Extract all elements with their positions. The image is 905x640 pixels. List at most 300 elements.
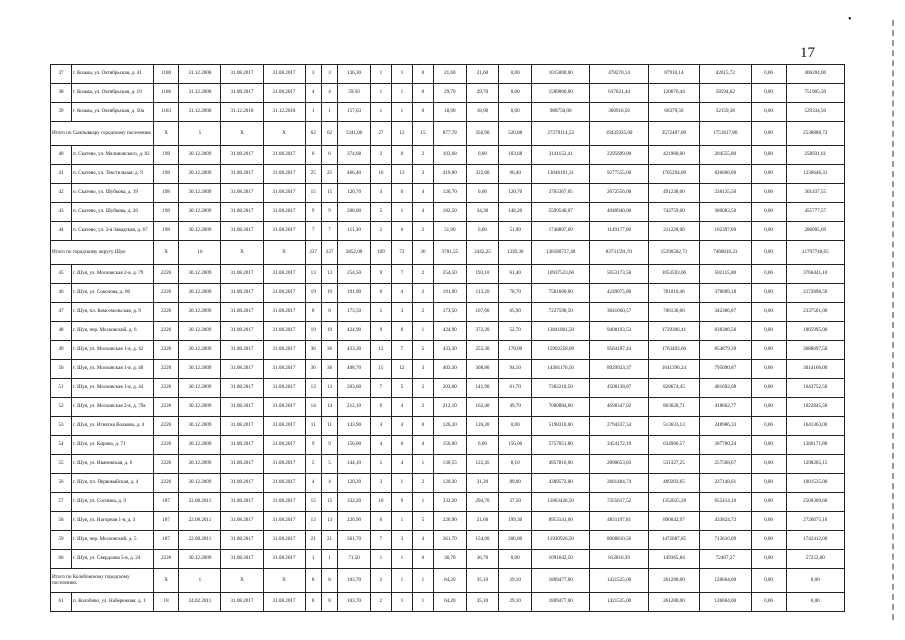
table-cell: 32159,38	[700, 103, 751, 122]
table-cell: 0,00	[751, 103, 786, 122]
table-cell: 203,60	[433, 379, 466, 398]
table-cell: X	[153, 241, 179, 265]
table-cell: 332,20	[338, 493, 371, 512]
table-cell: 4040940,00	[590, 203, 648, 222]
table-cell: 4508138,87	[590, 379, 648, 398]
table-cell: 332,20	[433, 493, 466, 512]
table-cell: 31.08.2017	[263, 455, 305, 474]
table-cell: 198	[153, 146, 179, 165]
table-cell: 0,00	[499, 550, 532, 569]
table-cell: 0,00	[751, 203, 786, 222]
table-cell: 781016,46	[648, 284, 699, 303]
table-row	[51, 436, 845, 455]
table-cell: 208,00	[338, 203, 371, 222]
table-cell: 66379,56	[648, 103, 699, 122]
table-cell: 30.12.2009	[179, 322, 221, 341]
table-cell: 31.08.2017	[221, 531, 263, 550]
table-row	[51, 203, 845, 222]
table-cell: 1705294,00	[648, 165, 699, 184]
table-cell: 36	[305, 341, 321, 360]
row-number: 57	[51, 493, 72, 512]
table-cell: 187	[153, 512, 179, 531]
table-row	[51, 593, 845, 612]
table-cell: 120,70	[433, 184, 466, 203]
table-cell: 2226	[153, 265, 179, 284]
table-cell: 4	[321, 84, 337, 103]
table-cell: 4	[370, 184, 391, 203]
table-cell: 1	[391, 550, 412, 569]
table-cell: 7382218,50	[532, 379, 590, 398]
table-cell: 491238,00	[648, 184, 699, 203]
table-cell: 1180	[153, 65, 179, 84]
table-cell: 212,10	[338, 398, 371, 417]
table-cell: 31.08.2017	[221, 455, 263, 474]
table-cell: 3141152,41	[532, 146, 590, 165]
table-cell: 15	[305, 184, 321, 203]
table-cell: 173,50	[433, 303, 466, 322]
table-cell: 1865995,00	[786, 322, 844, 341]
table-cell: 5	[179, 122, 221, 146]
row-number: 56	[51, 474, 72, 493]
table-cell: X	[221, 122, 263, 146]
table-cell: 10	[370, 493, 391, 512]
table-cell: 0,00	[786, 593, 844, 612]
table-cell: 356,90	[466, 122, 499, 146]
table-cell: 30.12.2009	[179, 360, 221, 379]
table-cell: 1809477,00	[532, 569, 590, 593]
table-cell: 64,20	[433, 593, 466, 612]
table-cell: 173,50	[338, 303, 371, 322]
table-cell: 83731591,91	[590, 241, 648, 265]
address-cell: п. Скатево, ул. Текстильная, д. 9	[72, 165, 154, 184]
table-cell: 1763493,66	[648, 341, 699, 360]
table-cell: 65,90	[499, 303, 532, 322]
table-cell: 2226	[153, 436, 179, 455]
table-cell: 1	[391, 84, 412, 103]
table-cell: 0,00	[466, 222, 499, 241]
address-cell: г. Шуя, пер. Московский, д. 6	[72, 322, 154, 341]
table-cell: 96,40	[499, 165, 532, 184]
table-cell: 51,90	[433, 222, 466, 241]
address-cell: г. Шуя, ул. Московская 2-я, д. 79	[72, 265, 154, 284]
table-cell: 31.08.2017	[263, 531, 305, 550]
table-cell: 89,00	[499, 474, 532, 493]
table-cell: 31.08.2017	[263, 222, 305, 241]
table-cell: 6	[321, 146, 337, 165]
table-cell: 419,00	[433, 165, 466, 184]
table-cell: 29,10	[499, 593, 532, 612]
table-cell: 7	[305, 222, 321, 241]
table-cell: 31.08.2017	[263, 474, 305, 493]
table-cell: 378609,18	[700, 284, 751, 303]
table-cell: 31.08.2017	[263, 146, 305, 165]
row-number: 41	[51, 165, 72, 184]
table-cell: 637621,44	[590, 84, 648, 103]
table-cell: 1421525,00	[590, 569, 648, 593]
table-cell: 31.08.2017	[221, 65, 263, 84]
table-cell: 1183	[153, 103, 179, 122]
table-cell: 372,20	[466, 322, 499, 341]
table-cell: 31.12.2018	[221, 103, 263, 122]
table-cell: 0,00	[466, 184, 499, 203]
table-cell: 30.12.2009	[179, 184, 221, 203]
table-cell: 61,70	[499, 379, 532, 398]
table-cell: 126,20	[433, 417, 466, 436]
table-cell: 1	[370, 103, 391, 122]
table-cell: 3572487,00	[648, 122, 699, 146]
table-cell: 78,70	[499, 284, 532, 303]
table-cell: 408,70	[338, 360, 371, 379]
table-cell: 12	[391, 122, 412, 146]
table-cell: 31.08.2017	[263, 203, 305, 222]
address-cell: г. Шуя, пл. Первомайская, д. 4	[72, 474, 154, 493]
table-cell: 8	[305, 303, 321, 322]
table-cell: 30.12.2009	[179, 550, 221, 569]
table-cell: 8	[305, 593, 321, 612]
table-cell: 254,50	[433, 265, 466, 284]
table-cell: X	[153, 122, 179, 146]
table-row	[51, 322, 845, 341]
table-cell: 863628,71	[648, 398, 699, 417]
table-cell: 9	[370, 265, 391, 284]
table-cell: 3	[412, 165, 433, 184]
table-cell: 361,70	[433, 531, 466, 550]
table-cell: 0,00	[751, 398, 786, 417]
table-cell: 29,10	[499, 569, 532, 593]
table-cell: 31.08.2017	[263, 360, 305, 379]
table-cell: 14	[321, 398, 337, 417]
table-cell: 6	[305, 146, 321, 165]
table-cell: 198	[153, 222, 179, 241]
table-cell: 0,00	[751, 265, 786, 284]
table-cell: 36	[412, 241, 433, 265]
address-cell: п. Скатево, ул. 3-я Заводская, д. 67	[72, 222, 154, 241]
table-cell: 0	[391, 436, 412, 455]
table-row	[51, 265, 845, 284]
table-cell: 73	[391, 241, 412, 265]
table-cell: 156,00	[499, 436, 532, 455]
table-cell: 7	[391, 341, 412, 360]
table-cell: 31.08.2017	[263, 84, 305, 103]
table-cell: 254,50	[338, 265, 371, 284]
table-cell: 1751817,80	[700, 122, 751, 146]
table-cell: 0	[391, 222, 412, 241]
table-cell: 62	[321, 122, 337, 146]
table-cell: 31.08.2017	[263, 493, 305, 512]
table-cell: 1	[412, 455, 433, 474]
table-cell: 257568,67	[700, 455, 751, 474]
table-cell: 156,00	[338, 436, 371, 455]
table-row	[51, 284, 845, 303]
table-cell: 206,80	[499, 531, 532, 550]
table-cell: 31.08.2017	[263, 593, 305, 612]
table-cell: 0,00	[751, 146, 786, 165]
table-cell: 31.08.2017	[263, 65, 305, 84]
table-cell: 5599540,07	[532, 203, 590, 222]
table-cell: X	[221, 569, 263, 593]
table-cell: 25	[321, 165, 337, 184]
table-cell: 1360171,80	[786, 436, 844, 455]
table-cell: 4	[305, 474, 321, 493]
table-cell: 0,00	[786, 569, 844, 593]
row-number: 42	[51, 184, 72, 203]
table-cell: 11	[321, 417, 337, 436]
table-cell: 30.12.2009	[179, 379, 221, 398]
table-cell: 1	[391, 474, 412, 493]
table-cell: 0,00	[499, 417, 532, 436]
table-cell: 3454172,19	[590, 436, 648, 455]
address-cell: г. Шуя, ул. Игнатия Волкова, д. 4	[72, 417, 154, 436]
table-cell: 42615,72	[700, 65, 751, 84]
table-cell: 1	[305, 550, 321, 569]
table-cell: 178,00	[499, 341, 532, 360]
table-cell: 706130,06	[648, 303, 699, 322]
page-number: 17	[800, 45, 815, 61]
table-cell: 103,68	[433, 146, 466, 165]
table-cell: 61,40	[499, 265, 532, 284]
table-cell: 8	[321, 569, 337, 593]
table-cell: 35,10	[466, 569, 499, 593]
table-cell: 5	[370, 455, 391, 474]
table-cell: 31.08.2017	[221, 203, 263, 222]
table-cell: 1352025,28	[648, 493, 699, 512]
table-cell: 1	[391, 593, 412, 612]
corner-mark: •	[848, 14, 852, 25]
table-cell: 120676,44	[648, 84, 699, 103]
table-cell: 107,60	[466, 303, 499, 322]
table-row	[51, 531, 845, 550]
address-cell: г. Шуя, ул. Соснина, д. 9	[72, 493, 154, 512]
table-cell: 2538888,73	[786, 122, 844, 146]
table-cell: 0,00	[751, 284, 786, 303]
table-cell: 31.08.2017	[221, 360, 263, 379]
table-cell: 31.08.2017	[263, 550, 305, 569]
table-cell: 3841660,57	[590, 303, 648, 322]
table-cell: 36,70	[433, 550, 466, 569]
table-cell: 24.02.2011	[179, 593, 221, 612]
table-row	[51, 146, 845, 165]
table-cell: 0	[412, 103, 433, 122]
table-cell: 2726075,10	[786, 512, 844, 531]
table-cell: 4957816,90	[532, 455, 590, 474]
table-cell: 2226	[153, 398, 179, 417]
table-cell: 9564187,43	[590, 341, 648, 360]
table-cell: 5	[321, 455, 337, 474]
address-cell: г. Шуя, ул. Соколова, д. 96	[72, 284, 154, 303]
table-cell: 0,00	[751, 65, 786, 84]
table-cell: 751905,50	[786, 84, 844, 103]
table-cell: 58594,62	[700, 84, 751, 103]
table-cell: 5653173,56	[590, 265, 648, 284]
table-cell: 3	[370, 474, 391, 493]
table-cell: 9	[321, 436, 337, 455]
row-number: 61	[51, 593, 72, 612]
table-cell: 16	[370, 165, 391, 184]
table-cell: 4	[370, 436, 391, 455]
table-cell: 3688697,50	[786, 341, 844, 360]
table-cell: 10937523,60	[532, 265, 590, 284]
table-cell: 261288,00	[648, 569, 699, 593]
table-cell: 1	[391, 103, 412, 122]
table-cell: 2226	[153, 360, 179, 379]
table-cell: 1053593,06	[648, 265, 699, 284]
table-cell: 2661484,74	[590, 474, 648, 493]
table-cell: 2226	[153, 455, 179, 474]
table-cell: 19435925,00	[590, 122, 648, 146]
table-cell: 3	[391, 303, 412, 322]
table-cell: 31.08.2017	[221, 222, 263, 241]
table-cell: 1015000,00	[532, 65, 590, 84]
table-cell: 0,00	[751, 122, 786, 146]
table-cell: 22.08.2011	[179, 512, 221, 531]
row-number: 60	[51, 550, 72, 569]
table-cell: 31.08.2017	[221, 512, 263, 531]
table-cell: 31.12.2008	[179, 103, 221, 122]
table-cell: 1641396,24	[648, 360, 699, 379]
table-cell: 0	[391, 146, 412, 165]
table-cell: 360083,50	[700, 203, 751, 222]
table-cell: 191,90	[433, 284, 466, 303]
table-cell: 520,88	[499, 122, 532, 146]
table-cell: 0,00	[751, 493, 786, 512]
table-cell: 31.08.2017	[221, 398, 263, 417]
table-cell: 31.08.2017	[263, 184, 305, 203]
table-cell: 2	[412, 379, 433, 398]
table-cell: 18	[153, 593, 179, 612]
table-cell: 877,78	[433, 122, 466, 146]
table-cell: 401692,68	[700, 379, 751, 398]
table-cell: 35,10	[466, 593, 499, 612]
table-cell: 0,00	[751, 569, 786, 593]
table-cell: 0,00	[751, 436, 786, 455]
table-cell: 4	[412, 531, 433, 550]
table-cell: 31797740,65	[786, 241, 844, 265]
table-cell: 102397,00	[700, 222, 751, 241]
table-cell: 8,10	[499, 455, 532, 474]
table-cell: 5	[370, 303, 391, 322]
table-cell: 31.08.2017	[263, 284, 305, 303]
table-cell: 31.12.2018	[263, 103, 305, 122]
table-cell: 13	[321, 512, 337, 531]
table-cell: 220,90	[433, 512, 466, 531]
table-cell: 15902258,00	[532, 341, 590, 360]
row-number: 37	[51, 65, 72, 84]
table-cell: 255,30	[466, 341, 499, 360]
table-cell: 0,00	[751, 303, 786, 322]
table-cell: 149365,84	[648, 550, 699, 569]
table-cell: 1298265,15	[786, 455, 844, 474]
subtotal-label: Итого по Сыктывкару городскому поселению	[51, 122, 154, 146]
table-cell: 31.08.2017	[263, 436, 305, 455]
table-cell: 0,00	[751, 165, 786, 184]
table-cell: 2172898,50	[786, 284, 844, 303]
table-cell: 21	[305, 531, 321, 550]
table-cell: 30.12.2009	[179, 436, 221, 455]
table-cell: 0,00	[751, 222, 786, 241]
table-cell: 57252,00	[786, 550, 844, 569]
table-cell: 49,70	[499, 398, 532, 417]
address-cell: г. Козьва, ул. Октябрьская, д. 50а	[72, 103, 154, 122]
table-cell: 8953141,60	[532, 512, 590, 531]
row-number: 45	[51, 265, 72, 284]
row-number: 51	[51, 379, 72, 398]
table-cell: 21,60	[433, 65, 466, 84]
table-cell: 9	[305, 203, 321, 222]
table-cell: 0,00	[751, 531, 786, 550]
table-row	[51, 474, 845, 493]
table-cell: 9408193,53	[590, 322, 648, 341]
table-cell: 13	[305, 512, 321, 531]
table-cell: 30.12.2009	[179, 222, 221, 241]
table-cell: 4389572,00	[532, 474, 590, 493]
table-cell: 1236646,31	[786, 165, 844, 184]
table-cell: 19	[321, 284, 337, 303]
table-cell: 1	[412, 322, 433, 341]
table-cell: 7	[391, 265, 412, 284]
table-cell: 11930926,50	[532, 531, 590, 550]
table-cell: 2295699,00	[590, 146, 648, 165]
table-cell: 4	[412, 203, 433, 222]
table-cell: 36,70	[466, 550, 499, 569]
subtotal-row	[51, 122, 845, 146]
table-cell: 113,20	[466, 284, 499, 303]
table-cell: 1	[391, 65, 412, 84]
table-cell: 31.08.2017	[263, 303, 305, 322]
table-cell: 418662,77	[700, 398, 751, 417]
table-row	[51, 184, 845, 203]
table-cell: 2226	[153, 550, 179, 569]
table-cell: 308,80	[466, 360, 499, 379]
table-cell: 1	[391, 569, 412, 593]
table-cell: 103,70	[338, 593, 371, 612]
table-cell: 126664,00	[700, 569, 751, 593]
table-cell: 103,68	[499, 146, 532, 165]
table-cell: 21,60	[466, 65, 499, 84]
table-cell: 4	[305, 84, 321, 103]
table-cell: 16	[179, 241, 221, 265]
table-cell: 2	[412, 303, 433, 322]
table-cell: 5	[370, 203, 391, 222]
table-cell: 795690,87	[700, 360, 751, 379]
table-cell: 2226	[153, 474, 179, 493]
table-cell: 6	[370, 512, 391, 531]
table-row	[51, 303, 845, 322]
table-cell: 0	[391, 184, 412, 203]
subtotal-label: Итого по Колобовскому городскому поселению:	[51, 569, 154, 593]
row-number: 39	[51, 103, 72, 122]
table-cell: 838306,56	[700, 322, 751, 341]
table-cell: 0	[412, 84, 433, 103]
table-cell: 2	[412, 398, 433, 417]
table-cell: 5	[412, 341, 433, 360]
table-row	[51, 379, 845, 398]
table-cell: 8	[321, 593, 337, 612]
table-cell: 15	[321, 493, 337, 512]
table-cell: 31.08.2017	[263, 165, 305, 184]
table-cell: 2	[370, 146, 391, 165]
table-cell: 31.08.2017	[221, 303, 263, 322]
table-cell: 31.08.2017	[221, 84, 263, 103]
table-cell: 0,00	[751, 550, 786, 569]
row-number: 48	[51, 322, 72, 341]
table-cell: 126664,00	[700, 593, 751, 612]
table-cell: 2226	[153, 284, 179, 303]
table-cell: 30.12.2009	[179, 265, 221, 284]
table-cell: 2890653,83	[590, 455, 648, 474]
table-cell: 2	[370, 222, 391, 241]
table-cell: 258931,61	[786, 146, 844, 165]
table-cell: 248986,33	[700, 417, 751, 436]
